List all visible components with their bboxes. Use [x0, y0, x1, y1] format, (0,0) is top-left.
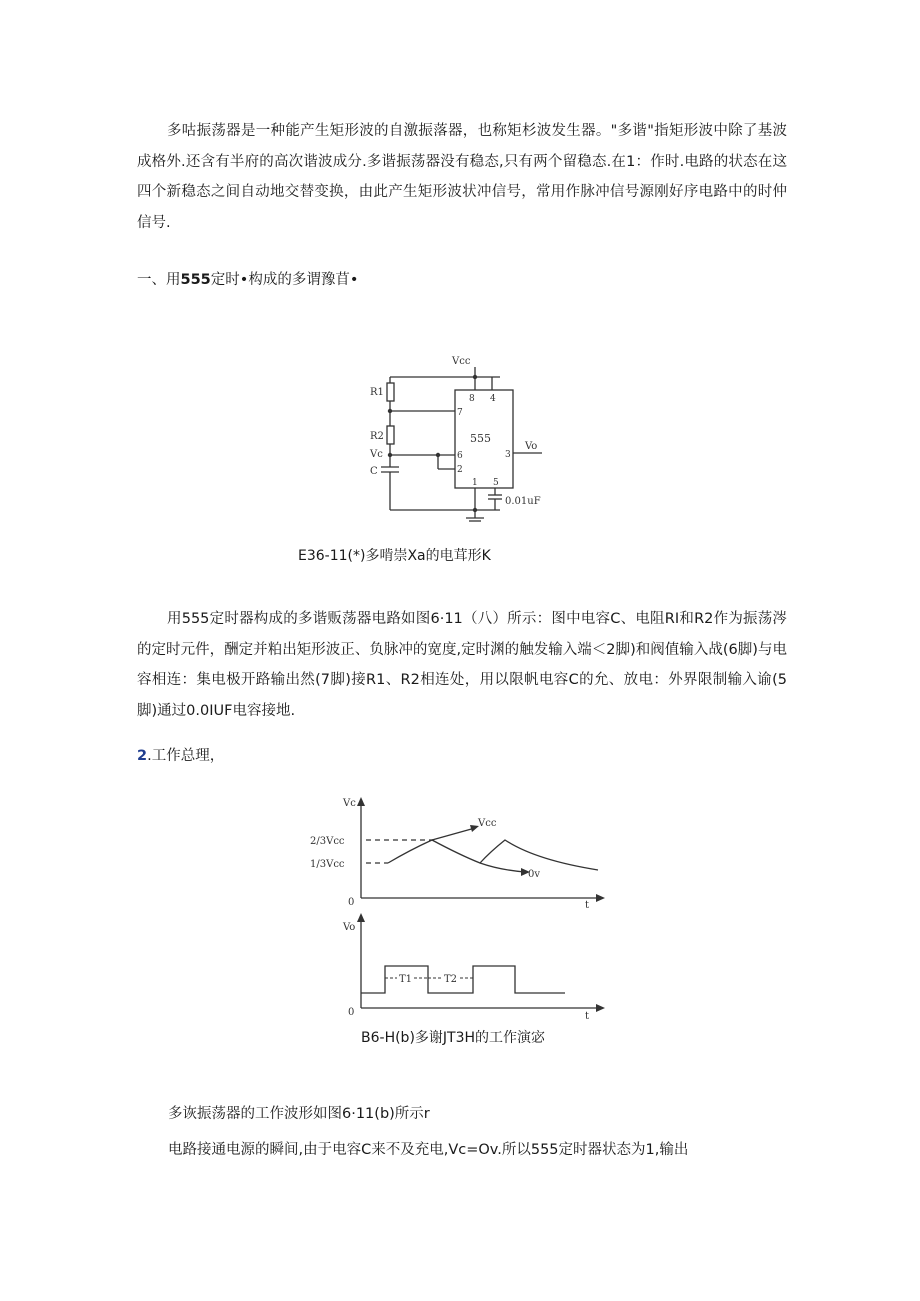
ov-target-label: 0v [528, 869, 541, 880]
pin2-label: 2 [457, 465, 463, 475]
t-top-label: t [585, 900, 590, 911]
section-1-suffix: 定时•构成的多谓豫苜• [210, 272, 359, 288]
origin-top-label: 0 [348, 897, 355, 908]
section-2-number: 2 [137, 748, 148, 764]
level-low-label: 1/3Vcc [310, 859, 345, 870]
pin7-label: 7 [457, 408, 463, 418]
section-1-number: 555 [180, 272, 211, 288]
figure-1-caption: E36-11(*)多啃崇Xa的电茸形K [298, 548, 491, 564]
level-high-label: 2/3Vcc [310, 836, 345, 847]
pin5-label: 5 [493, 478, 499, 488]
c-label: C [370, 466, 378, 477]
waveform-diagram [310, 790, 610, 1025]
cap-value-label: 0.01uF [505, 496, 541, 507]
section-1-heading [137, 268, 358, 289]
chip-label: 555 [470, 432, 491, 445]
vo-label: Vo [525, 441, 538, 452]
t1-label: T1 [399, 974, 413, 985]
pin6-label: 6 [457, 451, 463, 461]
circuit-diagram [360, 345, 560, 525]
t2-label: T2 [444, 974, 458, 985]
waveform-intro-line: 多诙振荡器的工作波形如图6·11(b)所示r [168, 1106, 430, 1122]
figure-2-caption: B6-H(b)多谢JT3H的工作演宓 [361, 1030, 546, 1046]
pin8-label: 8 [469, 394, 475, 404]
pin4-label: 4 [490, 394, 496, 404]
r1-label: R1 [370, 387, 384, 398]
vc-label: Vc [370, 449, 383, 460]
pin1-label: 1 [472, 478, 478, 488]
power-on-line: 电路接通电源的瞬间,由于电容C来不及充电,Vc=Ov.所以555定时器状态为1,输出 [168, 1142, 689, 1158]
circuit-description: 用555定时器构成的多谐贩荡器电路如图6·11（八）所示：图中电容C、电阻RI和R2作为振荡涔的定时元件，酬定并粕出矩形波正、负脉冲的宽度,定时渊的触发输入端＜2脚)和阀值输入战(6脚)与电容相连：集电极开路输出然(7脚)接R1、R2相连处，用以限帆电容C的允、放电：外界限制输入谕(5脚)通过0.0IUF电容接地. [137, 611, 787, 719]
r2-label: R2 [370, 431, 384, 442]
t-bottom-label: t [585, 1011, 590, 1022]
section-1-prefix: 一、用 [137, 272, 181, 288]
vcc-label: Vcc [452, 356, 471, 367]
section-2-title: .工作总理， [147, 748, 225, 764]
vc-axis-label: Vc [343, 798, 356, 809]
section-2-heading [137, 744, 224, 765]
vcc-target-label: Vcc [478, 818, 497, 829]
intro-paragraph: 多咕振荡器是一种能产生矩形波的自激振落器，也称矩杉波发生器。"多谐"指矩形波中除了基波成格外.还含有半府的高次谐波成分.多谐振荡器没有稳态,只有两个留稳态.在1：作时.电路的状态在这四个新稳态之间自动地交替变换，由此产生矩形波状冲信号，常用作脉冲信号源刚好序电路中的时仲信号. [137, 123, 787, 231]
pin3-label: 3 [505, 450, 511, 460]
vo-axis-label: Vo [343, 922, 356, 933]
origin-bottom-label: 0 [348, 1007, 355, 1018]
